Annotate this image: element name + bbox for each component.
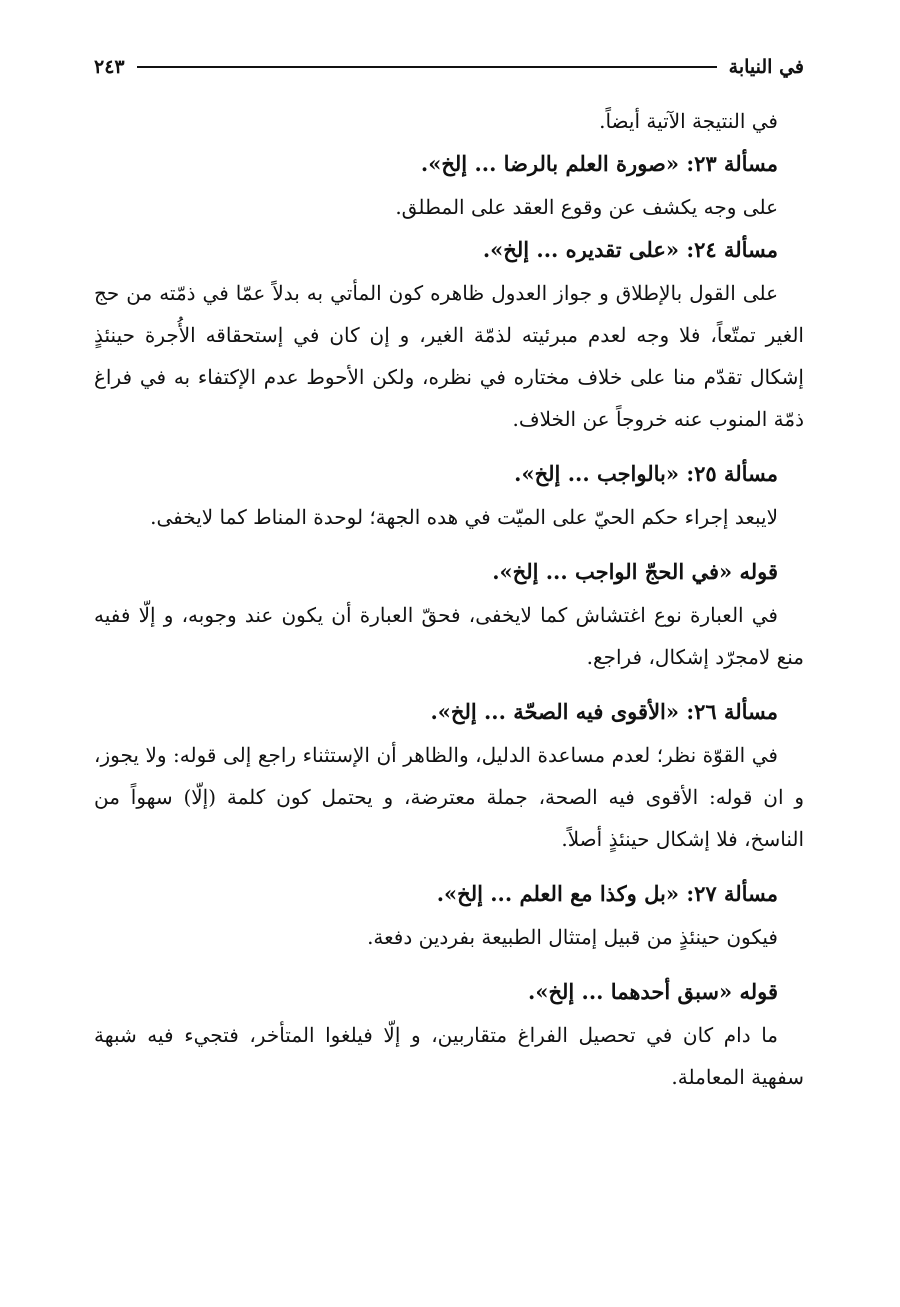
issue-27-comment: فيكون حينئذٍ من قبيل إمتثال الطبيعة بفردين دفعة. xyxy=(367,925,778,949)
body-text xyxy=(94,100,804,1098)
issue-25-comment: لايبعد إجراء حكم الحيّ على الميّت في هده الجهة؛ لوحدة المناط كما لايخفى. xyxy=(150,505,778,529)
issue-23-comment: على وجه يكشف عن وقوع العقد على المطلق. xyxy=(395,195,778,219)
issue-26-comment: في القوّة نظر؛ لعدم مساعدة الدليل، والظاهر أن الإستثناء راجع إلى قوله: ولا يجوز، و ان قوله: الأقوى فيه الصحة، جملة معترضة، و يحتمل كون كلمة (إلّا) سهواً من الناسخ، فلا إشكال حينئذٍ أصلاً. xyxy=(94,743,804,851)
issue-23-heading: مسألة ٢٣: «صورة العلم بالرضا ... إلخ». xyxy=(420,151,778,176)
page-number: ٢٤٣ xyxy=(94,56,125,78)
page-header xyxy=(94,50,804,84)
issue-24-comment: على القول بالإطلاق و جواز العدول ظاهره كون المأتي به بدلاً عمّا في ذمّته من حج الغير تمتّعاً، فلا وجه لعدم مبرئيته لذمّة الغير، و إن كان في إستحقاقه الأُجرة حينئذٍ إشكال تقدّم منا على خلاف مختاره في نظره، ولكن الأحوط عدم الإكتفاء به في فراغ ذمّة المنوب عنه خروجاً عن الخلاف. xyxy=(94,281,804,431)
quote-sabq-heading: قوله «سبق أحدهما ... إلخ». xyxy=(528,979,778,1004)
quote-wajib-comment: في العبارة نوع اغتشاش كما لايخفى، فحقّ العبارة أن يكون عند وجوبه، و إلّا ففيه منع لامجرّد إشكال، فراجع. xyxy=(94,603,804,669)
issue-25-heading: مسألة ٢٥: «بالواجب ... إلخ». xyxy=(514,461,778,486)
issue-26-heading: مسألة ٢٦: «الأقوى فيه الصحّة ... إلخ». xyxy=(430,699,778,724)
issue-24-heading: مسألة ٢٤: «على تقديره ... إلخ». xyxy=(482,237,778,262)
quote-wajib-heading: قوله «في الحجّ الواجب ... إلخ». xyxy=(492,559,778,584)
running-title: في النيابة xyxy=(728,56,804,78)
continuation-line: في النتيجة الآتية أيضاً. xyxy=(599,109,778,133)
issue-27-heading: مسألة ٢٧: «بل وكذا مع العلم ... إلخ». xyxy=(436,881,778,906)
header-rule xyxy=(137,66,717,68)
quote-sabq-comment: ما دام كان في تحصيل الفراغ متقاربين، و إلّا فيلغوا المتأخر، فتجيء فيه شبهة سفهية المعاملة. xyxy=(94,1023,804,1089)
